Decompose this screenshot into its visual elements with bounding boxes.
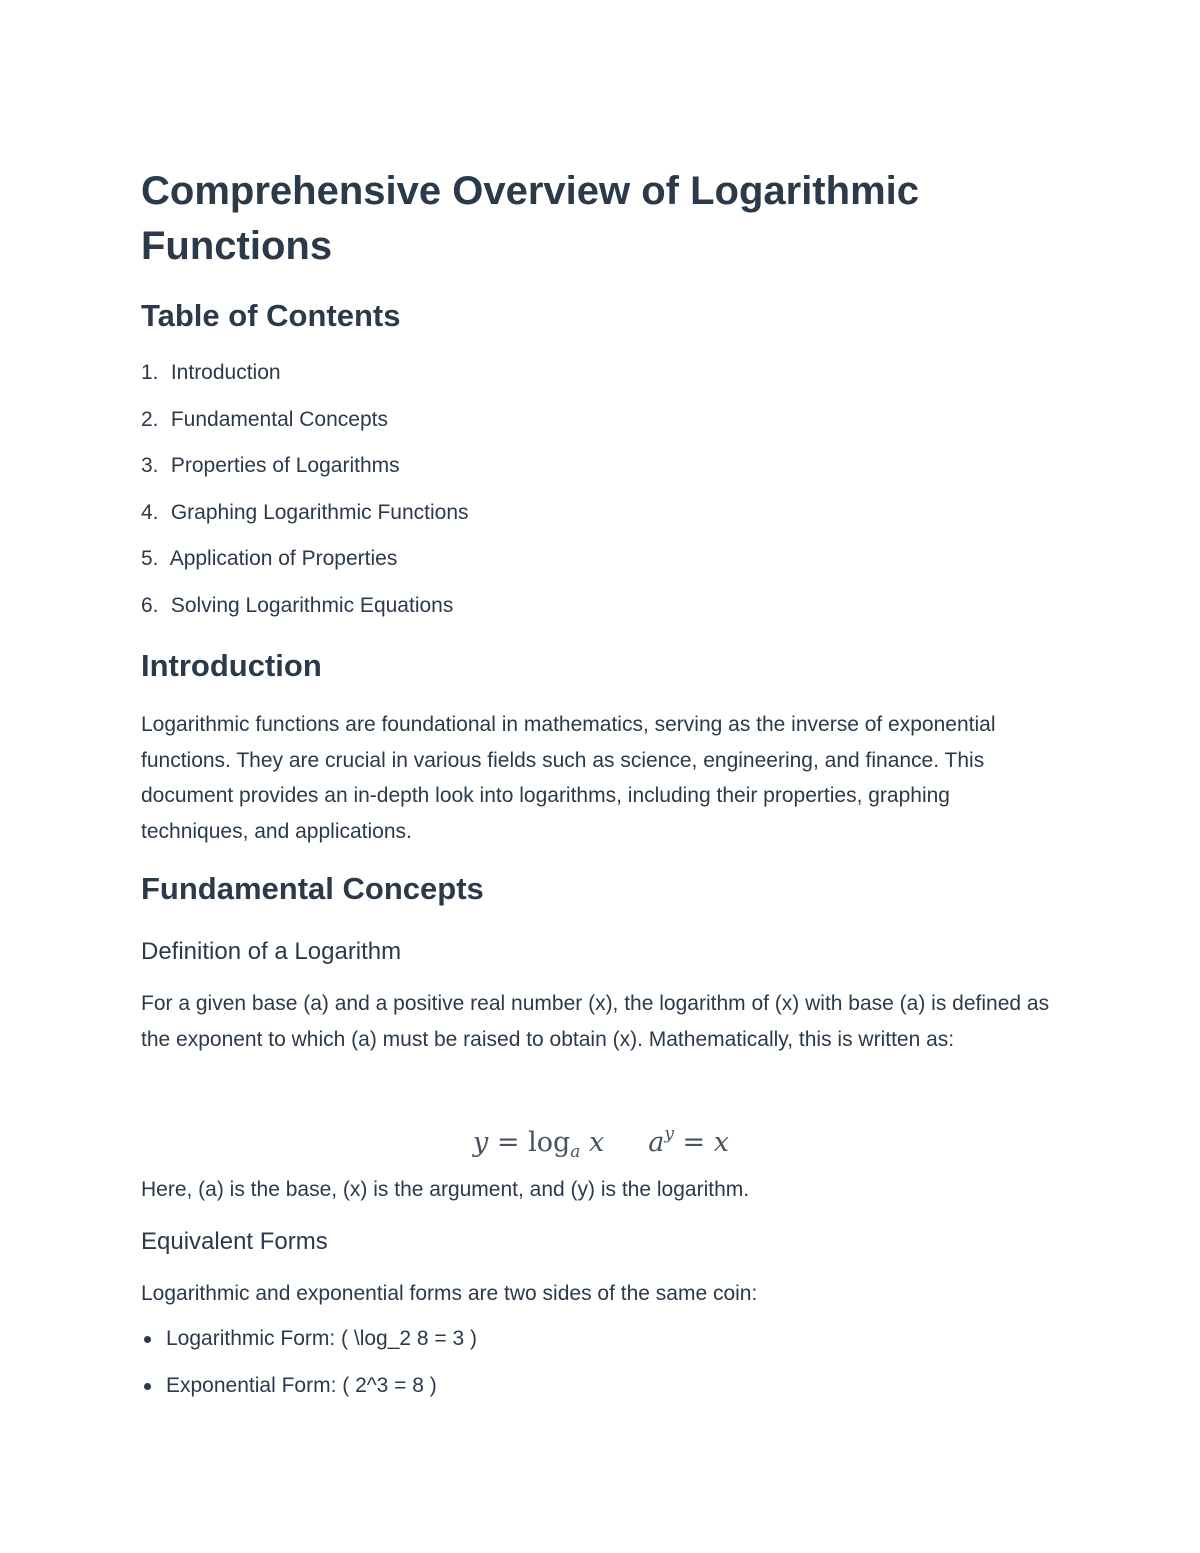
- introduction-paragraph: Logarithmic functions are foundational in mathematics, serving as the inverse of exponential functions. They are crucial in various fields such as science, engineering, and finance. This document provides an in-depth look into logarithms, including their properties, graphing techniques, and applications.: [141, 713, 996, 843]
- toc-number: 2.: [141, 407, 159, 431]
- definition-note: Here, (a) is the base, (x) is the argument, and (y) is the logarithm.: [141, 1178, 750, 1201]
- toc-number: 1.: [141, 361, 159, 384]
- toc-number: 6.: [141, 593, 159, 617]
- logarithm-formula: [141, 1114, 1061, 1172]
- definition-paragraph: For a given base (a) and a positive real number (x), the logarithm of (x) with base (a) is defined as the exponent to which (a) must be raised to obtain (x). Mathematically, this is written as:: [141, 992, 1050, 1051]
- toc-label: Fundamental Concepts: [170, 407, 388, 431]
- toc-item-properties[interactable]: [141, 449, 469, 496]
- formula-exp-base: a: [648, 1127, 665, 1158]
- toc-number: 3.: [141, 454, 159, 478]
- formula-arg: x: [580, 1127, 605, 1158]
- list-item: [141, 1369, 477, 1416]
- toc-item-introduction[interactable]: [141, 356, 469, 403]
- list-item-text: Exponential Form: ( 2^3 = 8 ): [166, 1374, 437, 1397]
- formula-exponent: y: [664, 1124, 674, 1144]
- toc-number: 4.: [141, 500, 159, 524]
- toc-item-solving[interactable]: [141, 589, 469, 636]
- toc-number: 5.: [141, 547, 159, 571]
- toc-label: Properties of Logarithms: [170, 454, 400, 478]
- definition-heading: Definition of a Logarithm: [141, 938, 402, 965]
- toc-label: Graphing Logarithmic Functions: [170, 500, 469, 524]
- formula-log: = log: [488, 1127, 571, 1158]
- list-item: [141, 1322, 477, 1369]
- formula-equals: =: [673, 1127, 714, 1158]
- fundamentals-heading: Fundamental Concepts: [141, 871, 484, 906]
- formula-y: y: [473, 1127, 489, 1158]
- bullet-icon: [144, 1336, 151, 1343]
- page-title: Comprehensive Overview of Logarithmic Functions: [141, 169, 919, 268]
- list-item-text: Logarithmic Form: ( \log_2 8 = 3 ): [166, 1327, 478, 1350]
- toc-label: Introduction: [170, 361, 281, 384]
- equivalent-forms-paragraph: Logarithmic and exponential forms are two sides of the same coin:: [141, 1282, 758, 1305]
- toc-item-graphing[interactable]: [141, 496, 469, 543]
- toc-label: Application of Properties: [169, 547, 398, 571]
- equivalent-forms-heading: Equivalent Forms: [141, 1228, 328, 1255]
- equivalent-forms-list: [141, 1322, 477, 1416]
- toc-item-application[interactable]: [141, 542, 469, 589]
- introduction-heading: Introduction: [141, 648, 322, 683]
- toc-label: Solving Logarithmic Equations: [170, 593, 454, 617]
- toc-item-fundamental-concepts[interactable]: [141, 403, 469, 450]
- toc-heading: Table of Contents: [141, 298, 401, 333]
- formula-base: a: [570, 1142, 581, 1162]
- table-of-contents: [141, 356, 469, 636]
- bullet-icon: [144, 1383, 151, 1390]
- formula-x: x: [713, 1127, 729, 1158]
